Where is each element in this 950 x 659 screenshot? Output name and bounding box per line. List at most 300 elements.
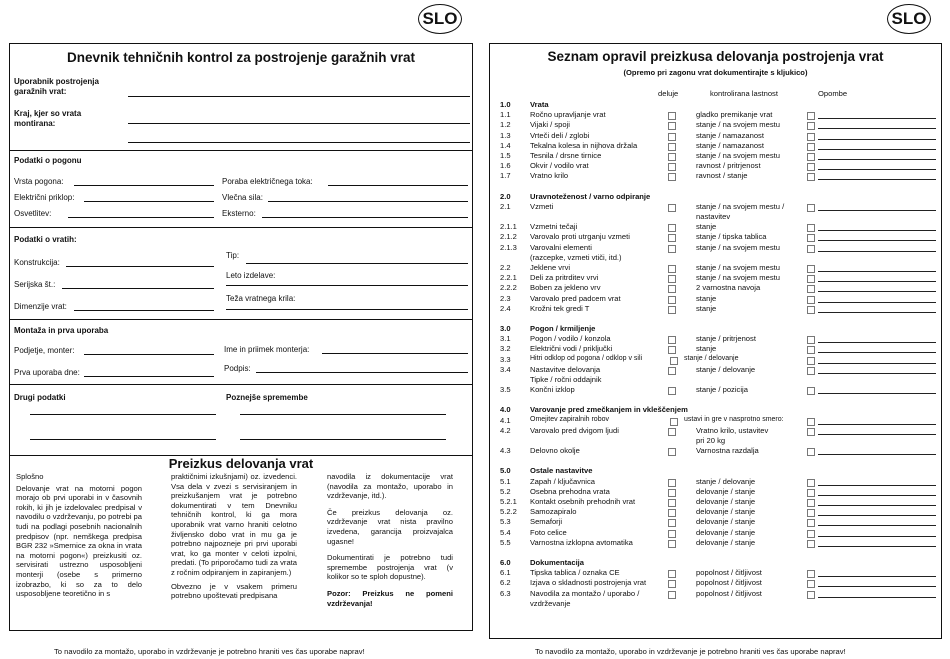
notes-field[interactable]	[818, 586, 936, 587]
notes-field[interactable]	[818, 434, 936, 435]
item-number: 5.0	[500, 466, 511, 476]
checked-checkbox[interactable]	[807, 367, 815, 375]
door-type-field[interactable]	[246, 263, 468, 264]
item-number: 2.1.3	[500, 242, 517, 252]
notes-field[interactable]	[818, 597, 936, 598]
checked-property: stanje / namazanost	[696, 130, 764, 140]
divider	[10, 150, 472, 151]
light-label: Osvetlitev:	[14, 209, 52, 218]
works-checkbox[interactable]	[668, 499, 676, 507]
item-number: 3.0	[500, 324, 511, 333]
checked-checkbox[interactable]	[807, 112, 815, 120]
user-field[interactable]	[128, 96, 470, 97]
item-name: Tipke / ročni oddajnik	[530, 375, 602, 384]
item-name: Boben za jekleno vrv	[530, 283, 601, 293]
construction-field[interactable]	[66, 266, 214, 267]
warning-paragraph: Pozor: Preizkus ne pomeni vzdrževanja!	[327, 588, 453, 608]
item-number: 4.0	[500, 405, 511, 415]
checked-property: stanje / na svojem mestu	[696, 263, 780, 272]
item-name: Vzmetni tečaji	[530, 222, 578, 232]
item-number: 4.2	[500, 425, 511, 435]
checked-property: stanje / namazanost	[696, 140, 764, 150]
checked-property: stanje	[696, 303, 717, 313]
later-changes-title: Poznejše spremembe	[226, 393, 308, 402]
item-number: 5.4	[500, 527, 511, 537]
checked-checkbox[interactable]	[807, 448, 815, 456]
notes-field[interactable]	[818, 393, 936, 394]
checked-property: gladko premikanje vrat	[696, 110, 773, 120]
checklist-row	[490, 304, 941, 315]
notes-field[interactable]	[818, 424, 936, 425]
checklist-row	[490, 599, 941, 610]
item-name: Jeklene vrvi	[530, 263, 571, 272]
item-name: Deli za pritrditev vrvi	[530, 273, 599, 283]
checked-checkbox[interactable]	[807, 224, 815, 232]
item-number: 2.1	[500, 201, 511, 211]
construction-label: Konstrukcija:	[14, 258, 60, 267]
checked-checkbox[interactable]	[807, 163, 815, 171]
user-label: Uporabnik postrojenja	[14, 77, 99, 86]
item-number: 1.4	[500, 140, 511, 150]
works-checkbox[interactable]	[668, 367, 676, 375]
checked-property: stanje / na svojem mestu	[696, 242, 780, 252]
pull-field[interactable]	[268, 201, 468, 202]
works-checkbox[interactable]	[668, 540, 676, 548]
door-type-label: Tip:	[226, 251, 240, 260]
item-number: 5.1	[500, 476, 511, 486]
notes-field[interactable]	[818, 363, 936, 364]
item-name: Kontakt osebnih prehodnih vrat	[530, 497, 636, 506]
paragraph: Obvezno je v vsakem primeru potrebno upoštevati predpisana	[171, 581, 297, 601]
checked-checkbox[interactable]	[807, 418, 815, 426]
item-number: 6.1	[500, 568, 511, 578]
light-field[interactable]	[68, 217, 214, 218]
works-checkbox[interactable]	[668, 122, 676, 130]
checklist-row	[490, 446, 941, 457]
checklist-row	[490, 538, 941, 549]
checked-checkbox[interactable]	[807, 346, 815, 354]
text-column-2	[171, 472, 297, 608]
works-checkbox[interactable]	[668, 336, 676, 344]
other-data-line-2[interactable]	[30, 439, 216, 440]
notes-field[interactable]	[818, 352, 936, 353]
item-number: 6.0	[500, 558, 511, 567]
notes-field[interactable]	[818, 251, 936, 252]
works-checkbox[interactable]	[668, 530, 676, 538]
checked-checkbox[interactable]	[807, 153, 815, 161]
checked-checkbox[interactable]	[807, 357, 815, 365]
drive-type-field[interactable]	[74, 185, 214, 186]
installer-name-field[interactable]	[322, 353, 468, 354]
checked-checkbox[interactable]	[807, 306, 815, 314]
item-name: Ročno upravljanje vrat	[530, 110, 606, 120]
language-badge-right: SLO	[887, 4, 931, 34]
checked-property: stanje	[696, 344, 717, 354]
item-number: 1.7	[500, 171, 511, 181]
checked-property: ravnost / stanje	[696, 171, 748, 181]
works-checkbox[interactable]	[668, 387, 676, 395]
works-checkbox[interactable]	[668, 275, 676, 283]
item-name: Vrteči deli / zglobi	[530, 130, 590, 140]
item-number: 5.2	[500, 486, 511, 496]
other-data-title: Drugi podatki	[14, 393, 66, 402]
text-column-3	[327, 472, 453, 615]
checked-checkbox[interactable]	[807, 519, 815, 527]
item-name: Uravnoteženost / varno odpiranje	[530, 191, 651, 201]
checked-property: popolnost / čitljivost	[696, 568, 762, 578]
checked-property: stanje / tipska tablica	[696, 232, 767, 242]
plug-field[interactable]	[84, 201, 214, 202]
column-header-checked: kontrolirana lastnost	[710, 89, 778, 98]
paragraph: Delovanje vrat na motorni pogon morajo ob prvi uporabi in v časovnih rokih, ki jih je izdelovalec predpisal v navodilu o vzdrževanju, po potrebi pa tudi na podlagi posebnih nacionalnih predpisov (npr. nemškega predpisa BGR 232 »Smernice za okna in vrata na motorni pogon«) preizkusiti oz. servisirati ustrezno usposobljeni monterji (osebe s primerno izobrazbo, ki so za to delo usposobljene teoretično in s	[16, 483, 142, 599]
notes-field[interactable]	[818, 454, 936, 455]
notes-field[interactable]	[818, 179, 936, 180]
item-name: Nastavitve delovanja	[530, 364, 601, 374]
item-number: 5.2.1	[500, 497, 517, 506]
item-name: Navodila za montažo / uporabo /	[530, 588, 640, 598]
serial-field[interactable]	[62, 288, 214, 289]
works-checkbox[interactable]	[668, 591, 676, 599]
checked-property: stanje / na svojem mestu /	[696, 201, 785, 211]
changes-line-1[interactable]	[240, 414, 446, 415]
item-name: Ostale nastavitve	[530, 466, 593, 476]
checked-checkbox[interactable]	[807, 204, 815, 212]
notes-field[interactable]	[818, 302, 936, 303]
checklist-title: Seznam opravil preizkusa delovanja postrojenja vrat	[547, 49, 884, 64]
item-number: 1.0	[500, 100, 511, 109]
user-label-2: garažnih vrat:	[14, 87, 67, 96]
column-header-works: deluje	[658, 89, 679, 98]
checked-checkbox[interactable]	[807, 173, 815, 181]
location-field[interactable]	[128, 123, 470, 124]
extern-field[interactable]	[262, 217, 468, 218]
checked-checkbox[interactable]	[807, 499, 815, 507]
checked-property: popolnost / čitljivost	[696, 578, 762, 588]
checked-property: stanje / pritrjenost	[696, 334, 756, 344]
notes-field[interactable]	[818, 118, 936, 119]
item-number: 1.6	[500, 161, 511, 171]
divider	[10, 227, 472, 228]
checked-property: popolnost / čitljivost	[696, 588, 762, 598]
works-checkbox[interactable]	[668, 479, 676, 487]
checked-checkbox[interactable]	[807, 245, 815, 253]
checked-property: pri 20 kg	[696, 436, 726, 445]
checklist-row	[490, 171, 941, 182]
item-name: Električni vodi / priključki	[530, 344, 613, 354]
item-number: 1.1	[500, 110, 511, 120]
notes-field[interactable]	[818, 210, 936, 211]
checked-checkbox[interactable]	[807, 265, 815, 273]
other-data-line-1[interactable]	[30, 414, 216, 415]
item-number: 1.2	[500, 120, 511, 130]
checked-checkbox[interactable]	[807, 122, 815, 130]
drive-type-label: Vrsta pogona:	[14, 177, 64, 186]
item-number: 4.3	[500, 446, 511, 456]
checked-property: ravnost / pritrjenost	[696, 161, 761, 171]
notes-field[interactable]	[818, 536, 936, 537]
checked-checkbox[interactable]	[807, 285, 815, 293]
item-number: 5.3	[500, 517, 511, 527]
item-name: (razcepke, vzmeti vtiči, itd.)	[530, 252, 622, 262]
location-field-2[interactable]	[128, 142, 470, 143]
checklist-row	[490, 385, 941, 396]
checked-property: stanje / delovanje	[696, 476, 756, 486]
checked-checkbox[interactable]	[807, 275, 815, 283]
mounting-section-title: Montaža in prva uporaba	[14, 326, 109, 335]
item-name: Delovno okolje	[530, 446, 580, 456]
item-name: Varovalo proti utrganju vzmeti	[530, 232, 630, 242]
notes-field[interactable]	[818, 485, 936, 486]
works-checkbox[interactable]	[668, 509, 676, 517]
checked-checkbox[interactable]	[807, 336, 815, 344]
item-number: 2.2.2	[500, 283, 517, 293]
pull-label: Vlečna sila:	[222, 193, 263, 202]
checked-checkbox[interactable]	[807, 489, 815, 497]
item-name: Tesnila / drsne tirnice	[530, 151, 602, 160]
checked-property: delovanje / stanje	[696, 497, 756, 506]
item-name: Vrata	[530, 100, 549, 109]
checklist-subtitle: (Opremo pri zagonu vrat dokumentirajte s kljukico)	[623, 68, 808, 77]
notes-field[interactable]	[818, 342, 936, 343]
company-label: Podjetje, monter:	[14, 346, 75, 355]
signature-field[interactable]	[256, 372, 468, 373]
item-number: 5.2.2	[500, 507, 517, 517]
checked-property: nastavitev	[696, 212, 731, 221]
divider	[10, 319, 472, 320]
works-checkbox[interactable]	[668, 580, 676, 588]
checked-checkbox[interactable]	[807, 234, 815, 242]
paragraph: Splošno	[16, 472, 44, 481]
checked-checkbox[interactable]	[807, 580, 815, 588]
item-number: 3.3	[500, 354, 511, 364]
item-number: 2.2	[500, 263, 511, 272]
works-checkbox[interactable]	[668, 265, 676, 273]
notes-field[interactable]	[818, 230, 936, 231]
item-number: 5.5	[500, 537, 511, 547]
item-name: Foto celice	[530, 527, 567, 537]
page-title: Dnevnik tehničnih kontrol za postrojenje garažnih vrat	[66, 50, 416, 65]
extern-label: Eksterno:	[222, 209, 256, 218]
checked-checkbox[interactable]	[807, 428, 815, 436]
checked-property: stanje / na svojem mestu	[696, 151, 780, 160]
works-checkbox[interactable]	[668, 224, 676, 232]
checked-checkbox[interactable]	[807, 591, 815, 599]
works-checkbox[interactable]	[668, 306, 676, 314]
item-name: Omejitev zapiralnih robov	[530, 415, 609, 423]
item-name: Vijaki / spoji	[530, 120, 570, 130]
checked-checkbox[interactable]	[807, 133, 815, 141]
item-name: Osebna prehodna vrata	[530, 486, 610, 496]
checked-checkbox[interactable]	[807, 387, 815, 395]
notes-field[interactable]	[818, 312, 936, 313]
checked-checkbox[interactable]	[807, 540, 815, 548]
notes-field[interactable]	[818, 373, 936, 374]
works-checkbox[interactable]	[668, 245, 676, 253]
item-name: Tekalna kolesa in nijhova držala	[530, 140, 638, 150]
item-number: 4.1	[500, 415, 511, 425]
works-checkbox[interactable]	[668, 346, 676, 354]
paragraph: Če preizkus delovanja oz. vzdrževanje vrat nista pravilno izvedena, garancija proizvajalca ugasne!	[327, 507, 453, 546]
checklist-panel	[489, 43, 942, 639]
item-name: Pogon / vodilo / konzola	[530, 334, 611, 344]
item-number: 6.2	[500, 578, 511, 588]
checked-property: Vratno krilo, ustavitev	[696, 425, 769, 435]
checked-property: stanje / na svojem mestu	[696, 273, 780, 283]
item-name: Krožni tek gredi T	[530, 303, 590, 313]
checked-property: ustavi in gre v nasprotno smero:	[684, 415, 784, 423]
checked-checkbox[interactable]	[807, 479, 815, 487]
item-name: Tipska tablica / oznaka CE	[530, 568, 620, 578]
location-label: Kraj, kjer so vrata	[14, 109, 82, 118]
changes-line-2[interactable]	[240, 439, 446, 440]
item-name: Zapah / ključavnica	[530, 476, 596, 486]
notes-field[interactable]	[818, 149, 936, 150]
checked-property: Varnostna razdalja	[696, 446, 759, 456]
checked-checkbox[interactable]	[807, 143, 815, 151]
item-name: Končni izklop	[530, 385, 575, 395]
item-name: Varovalni elementi	[530, 242, 592, 252]
item-number: 2.1.2	[500, 232, 517, 242]
item-name: Varovalo pred padcem vrat	[530, 293, 621, 303]
test-title: Preizkus delovanja vrat	[168, 456, 314, 471]
signature-label: Podpis:	[224, 364, 251, 373]
item-number: 3.4	[500, 364, 511, 374]
checked-property: delovanje / stanje	[696, 517, 756, 527]
item-number: 1.5	[500, 151, 511, 160]
item-number: 1.3	[500, 130, 511, 140]
works-checkbox[interactable]	[668, 519, 676, 527]
item-number: 3.1	[500, 334, 511, 344]
first-use-label: Prva uporaba dne:	[14, 368, 80, 377]
checked-checkbox[interactable]	[807, 509, 815, 517]
works-checkbox[interactable]	[668, 173, 676, 181]
item-name: Hitri odklop od pogona / odklop v sili	[530, 354, 643, 362]
paragraph: praktičnimi izkušnjami) oz. izvedenci. Vsa dela v zvezi s servisiranjem in preizkušanjem vrat je potrebno dokumentirati v tem Dnevniku tehničnih kontrol, ki ga mora uporabnik vrat varno hraniti celotno življensko dobo vrat in mu ga je potrebno najpozneje pri prvi uporabi vrat, ko ga monter v celoti izpolni, predati. (To priporočamo tudi za vrata z ročnim odpiranjem in zapiranjem.)	[171, 472, 297, 577]
paragraph: Dokumentirati je potrebno tudi spremembe postrojenja vrat (v kolikor so te sploh dopustne).	[327, 553, 453, 582]
item-name: Varovanje pred zmečkanjem in vkleščenjem	[530, 405, 688, 415]
works-checkbox[interactable]	[668, 133, 676, 141]
notes-field[interactable]	[818, 159, 936, 160]
checked-property: stanje	[696, 293, 717, 303]
serial-label: Serijska št.:	[14, 280, 56, 289]
weight-field[interactable]	[226, 309, 468, 310]
item-number: 2.0	[500, 191, 511, 201]
notes-field[interactable]	[818, 515, 936, 516]
text-column-1	[16, 472, 142, 606]
dimensions-field[interactable]	[74, 310, 214, 311]
item-number: 3.2	[500, 344, 511, 354]
works-checkbox[interactable]	[668, 570, 676, 578]
works-checkbox[interactable]	[668, 163, 676, 171]
item-name: Okvir / vodilo vrat	[530, 161, 589, 171]
item-name: Pogon / krmiljenje	[530, 324, 596, 333]
item-name: Varovalo pred dvigom ljudi	[530, 425, 619, 435]
checked-property: delovanje / stanje	[696, 537, 756, 547]
works-checkbox[interactable]	[668, 285, 676, 293]
item-name: Samozapiralo	[530, 507, 577, 517]
item-name: vzdrževanje	[530, 598, 571, 608]
drive-section-title: Podatki o pogonu	[14, 156, 82, 165]
notes-field[interactable]	[818, 525, 936, 526]
installer-name-label: Ime in priimek monterja:	[224, 345, 310, 354]
item-name: Vzmeti	[530, 201, 554, 211]
notes-field[interactable]	[818, 139, 936, 140]
notes-field[interactable]	[818, 169, 936, 170]
works-checkbox[interactable]	[670, 357, 678, 365]
item-name: Dokumentacija	[530, 558, 585, 567]
notes-field[interactable]	[818, 240, 936, 241]
company-field[interactable]	[84, 354, 214, 355]
power-label: Poraba električnega toka:	[222, 177, 313, 186]
item-number: 2.2.1	[500, 273, 517, 283]
item-number: 2.1.1	[500, 222, 517, 232]
weight-label: Teža vratnega krila:	[226, 294, 296, 303]
works-checkbox[interactable]	[668, 234, 676, 242]
dimensions-label: Dimenzije vrat:	[14, 302, 67, 311]
door-section-title: Podatki o vratih:	[14, 235, 77, 244]
language-badge-left: SLO	[418, 4, 462, 34]
works-checkbox[interactable]	[668, 204, 676, 212]
checked-checkbox[interactable]	[807, 296, 815, 304]
year-label: Leto izdelave:	[226, 271, 276, 280]
item-name: Varnostna izklopna avtomatika	[530, 537, 633, 547]
works-checkbox[interactable]	[668, 296, 676, 304]
checklist-rows	[490, 44, 941, 638]
divider	[10, 384, 472, 385]
works-checkbox[interactable]	[668, 143, 676, 151]
location-label-2: montirana:	[14, 119, 56, 128]
column-header-notes: Opombe	[818, 89, 848, 98]
works-checkbox[interactable]	[668, 428, 676, 436]
checked-property: delovanje / stanje	[696, 507, 756, 517]
notes-field[interactable]	[818, 495, 936, 496]
item-name: Semaforji	[530, 517, 563, 527]
notes-field[interactable]	[818, 576, 936, 577]
works-checkbox[interactable]	[668, 448, 676, 456]
notes-field[interactable]	[818, 505, 936, 506]
footer-note-right: To navodilo za montažo, uporabo in vzdrževanje je potrebno hraniti ves čas uporabe naprav!	[535, 647, 846, 656]
plug-label: Električni priklop:	[14, 193, 75, 202]
item-name: Vratno krilo	[530, 171, 569, 181]
item-name: Izjava o skladnosti postrojenja vrat	[530, 578, 647, 588]
checked-property: 2 varnostna navoja	[696, 283, 761, 293]
footer-note-left: To navodilo za montažo, uporabo in vzdrževanje je potrebno hraniti ves čas uporabe naprav!	[54, 647, 365, 656]
notes-field[interactable]	[818, 281, 936, 282]
works-checkbox[interactable]	[668, 153, 676, 161]
paragraph: navodila iz dokumentacije vrat (navodila za montažo, uporabo in vzdrževanje, itd.).	[327, 472, 453, 501]
checked-checkbox[interactable]	[807, 570, 815, 578]
checked-property: stanje	[696, 222, 717, 232]
notes-field[interactable]	[818, 271, 936, 272]
notes-field[interactable]	[818, 291, 936, 292]
checked-property: stanje / na svojem mestu	[696, 120, 780, 130]
checked-property: stanje / pozicija	[696, 385, 748, 395]
notes-field[interactable]	[818, 546, 936, 547]
works-checkbox[interactable]	[668, 489, 676, 497]
first-use-field[interactable]	[84, 376, 214, 377]
works-checkbox[interactable]	[670, 418, 678, 426]
checked-property: delovanje / stanje	[696, 486, 756, 496]
item-number: 6.3	[500, 588, 511, 598]
power-field[interactable]	[328, 185, 468, 186]
checked-property: stanje / delovanje	[684, 354, 739, 362]
checked-checkbox[interactable]	[807, 530, 815, 538]
year-field[interactable]	[226, 285, 468, 286]
checked-property: stanje / delovanje	[696, 364, 756, 374]
works-checkbox[interactable]	[668, 112, 676, 120]
notes-field[interactable]	[818, 128, 936, 129]
item-number: 2.4	[500, 303, 511, 313]
